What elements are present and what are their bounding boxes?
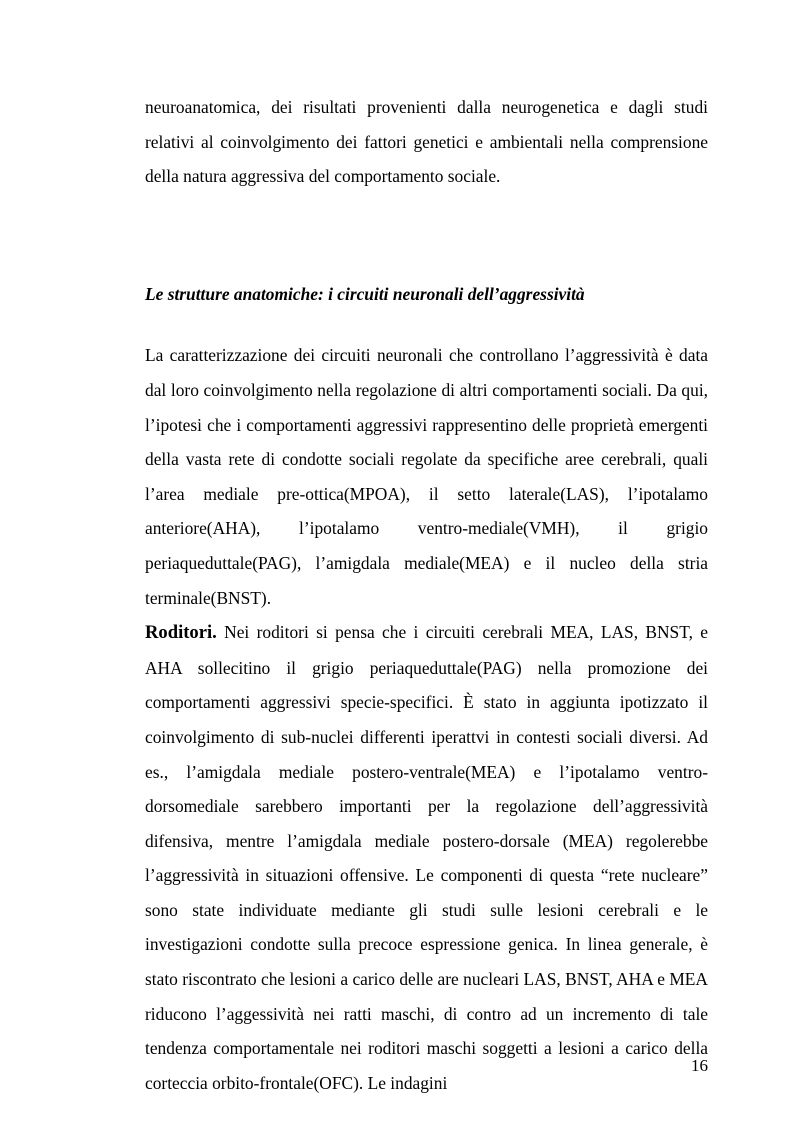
page-number: 16 <box>691 1056 708 1075</box>
rodents-text: Nei roditori si pensa che i circuiti cerebrali MEA, LAS, BNST, e AHA sollecitino il grigio periaqueduttale(PAG) nella promozione dei comportamenti aggressivi specie-specifici. È stato in aggiunta ipotizzato il coinvolgimento di sub-nuclei differenti iperattvi in contesti sociali diversi. Ad es., l’amigdala mediale postero-ventrale(MEA) e l’ipotalamo ventro-dorsomediale sarebbero importanti per la regolazione dell’aggressività difensiva, mentre l’amigdala mediale postero-dorsale (MEA) regolerebbe l’aggressività in situazioni offensive. Le componenti di questa “rete nucleare” sono state individuate mediante gli studi sulle lesioni cerebrali e le investigazioni condotte sulla precoce espressione genica. In linea generale, è stato riscontrato che lesioni a carico delle are nucleari LAS, BNST, AHA e MEA riducono l’aggessività nei ratti maschi, di contro ad un incremento di tale tendenza comportamentale nei roditori maschi soggetti a lesioni a carico della corteccia orbito-frontale(OFC). Le indagini <box>145 622 708 1093</box>
rodents-label: Roditori. <box>145 622 217 644</box>
paragraph-rodents <box>145 615 708 1100</box>
paragraph-intro: La caratterizzazione dei circuiti neuronali che controllano l’aggressività è data dal loro coinvolgimento nella regolazione di altri comportamenti sociali. Da qui, l’ipotesi che i comportamenti aggressivi rappresentino delle proprietà emergenti della vasta rete di condotte sociali regolate da specifiche aree cerebrali, quali l’area mediale pre-ottica(MPOA), il setto laterale(LAS), l’ipotalamo anteriore(AHA), l’ipotalamo ventro-mediale(VMH), il grigio periaqueduttale(PAG), l’amigdala mediale(MEA) e il nucleo della stria terminale(BNST). <box>145 345 708 608</box>
page-body <box>145 90 708 1100</box>
paragraph-continued: neuroanatomica, dei risultati provenienti dalla neurogenetica e dagli studi relativi al coinvolgimento dei fattori genetici e ambientali nella comprensione della natura aggressiva del comportamento sociale. <box>145 97 708 187</box>
section-heading: Le strutture anatomiche: i circuiti neuronali dell’aggressività <box>145 283 585 304</box>
